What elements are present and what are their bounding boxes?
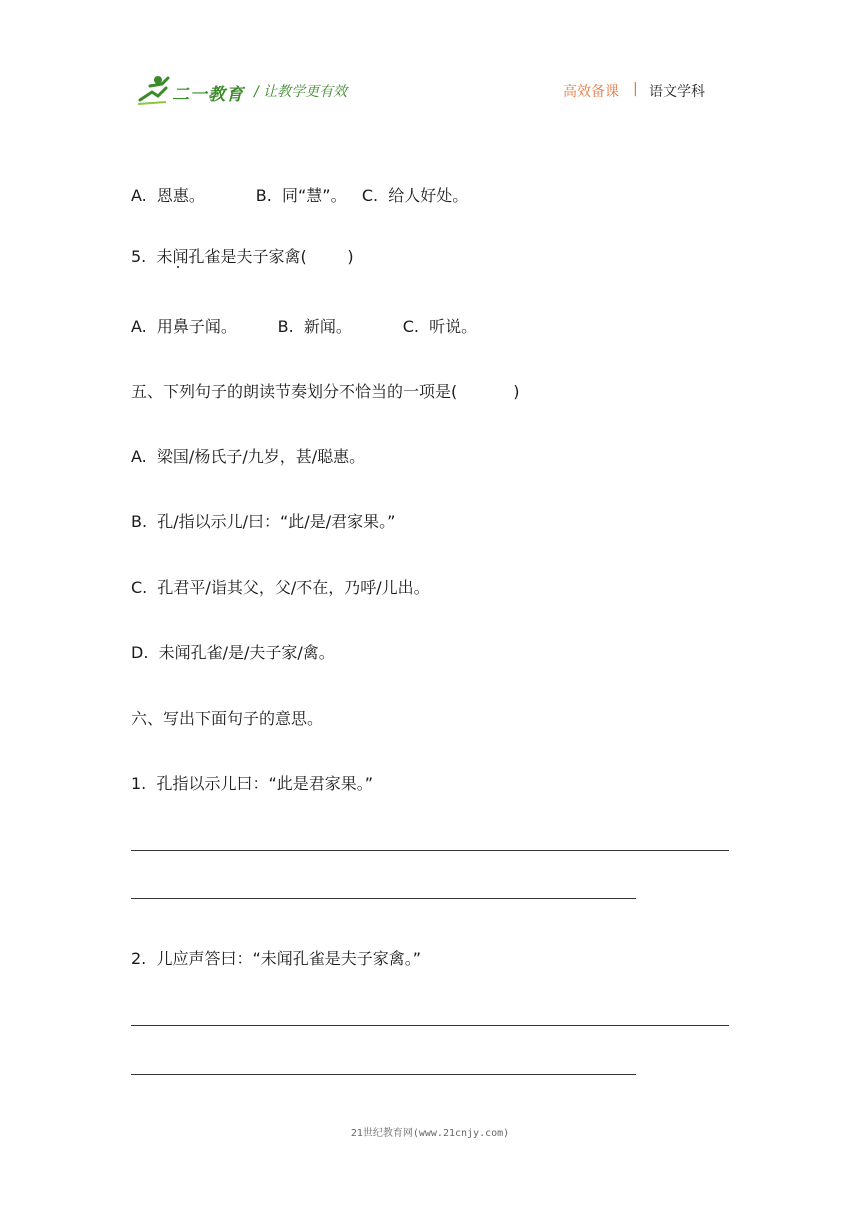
header-slogan: / 让教学更有效	[254, 84, 348, 100]
q4-options: A. 恩惠。 B. 同“慧”。 C. 给人好处。	[131, 186, 469, 205]
answer-line[interactable]	[131, 850, 729, 851]
emphasis-dot	[177, 266, 179, 268]
section-5-option-c: C. 孔君平/诣其父，父/不在，乃呼/儿出。	[131, 578, 430, 597]
section-6-question-2: 2. 儿应声答曰：“未闻孔雀是夫子家禽。”	[131, 949, 422, 968]
answer-line[interactable]	[131, 1025, 729, 1026]
header-separator: |	[633, 81, 638, 97]
q5-options: A. 用鼻子闻。 B. 新闻。 C. 听说。	[131, 317, 478, 336]
section-5-option-b: B. 孔/指以示儿/曰：“此/是/君家果。”	[131, 512, 396, 531]
section-5-option-d: D. 未闻孔雀/是/夫子家/禽。	[131, 643, 335, 662]
header-label-efficient-prep: 高效备课	[563, 84, 619, 100]
section-5-option-a: A. 梁国/杨氏子/九岁，甚/聪惠。	[131, 447, 366, 466]
header-label-subject: 语文学科	[649, 84, 705, 100]
answer-line[interactable]	[131, 1074, 636, 1075]
page-header	[0, 0, 860, 120]
answer-line[interactable]	[131, 898, 636, 899]
section-6-title: 六、写出下面句子的意思。	[131, 709, 324, 728]
page-footer: 21世纪教育网(www.21cnjy.com)	[350, 1128, 510, 1139]
section-6-question-1: 1. 孔指以示儿曰：“此是君家果。”	[131, 774, 374, 793]
q5-question: 5. 未闻孔雀是夫子家禽( )	[131, 247, 354, 266]
logo-text: 二一教育	[172, 85, 244, 105]
section-5-title: 五、下列句子的朗读节奏划分不恰当的一项是( )	[131, 382, 520, 401]
